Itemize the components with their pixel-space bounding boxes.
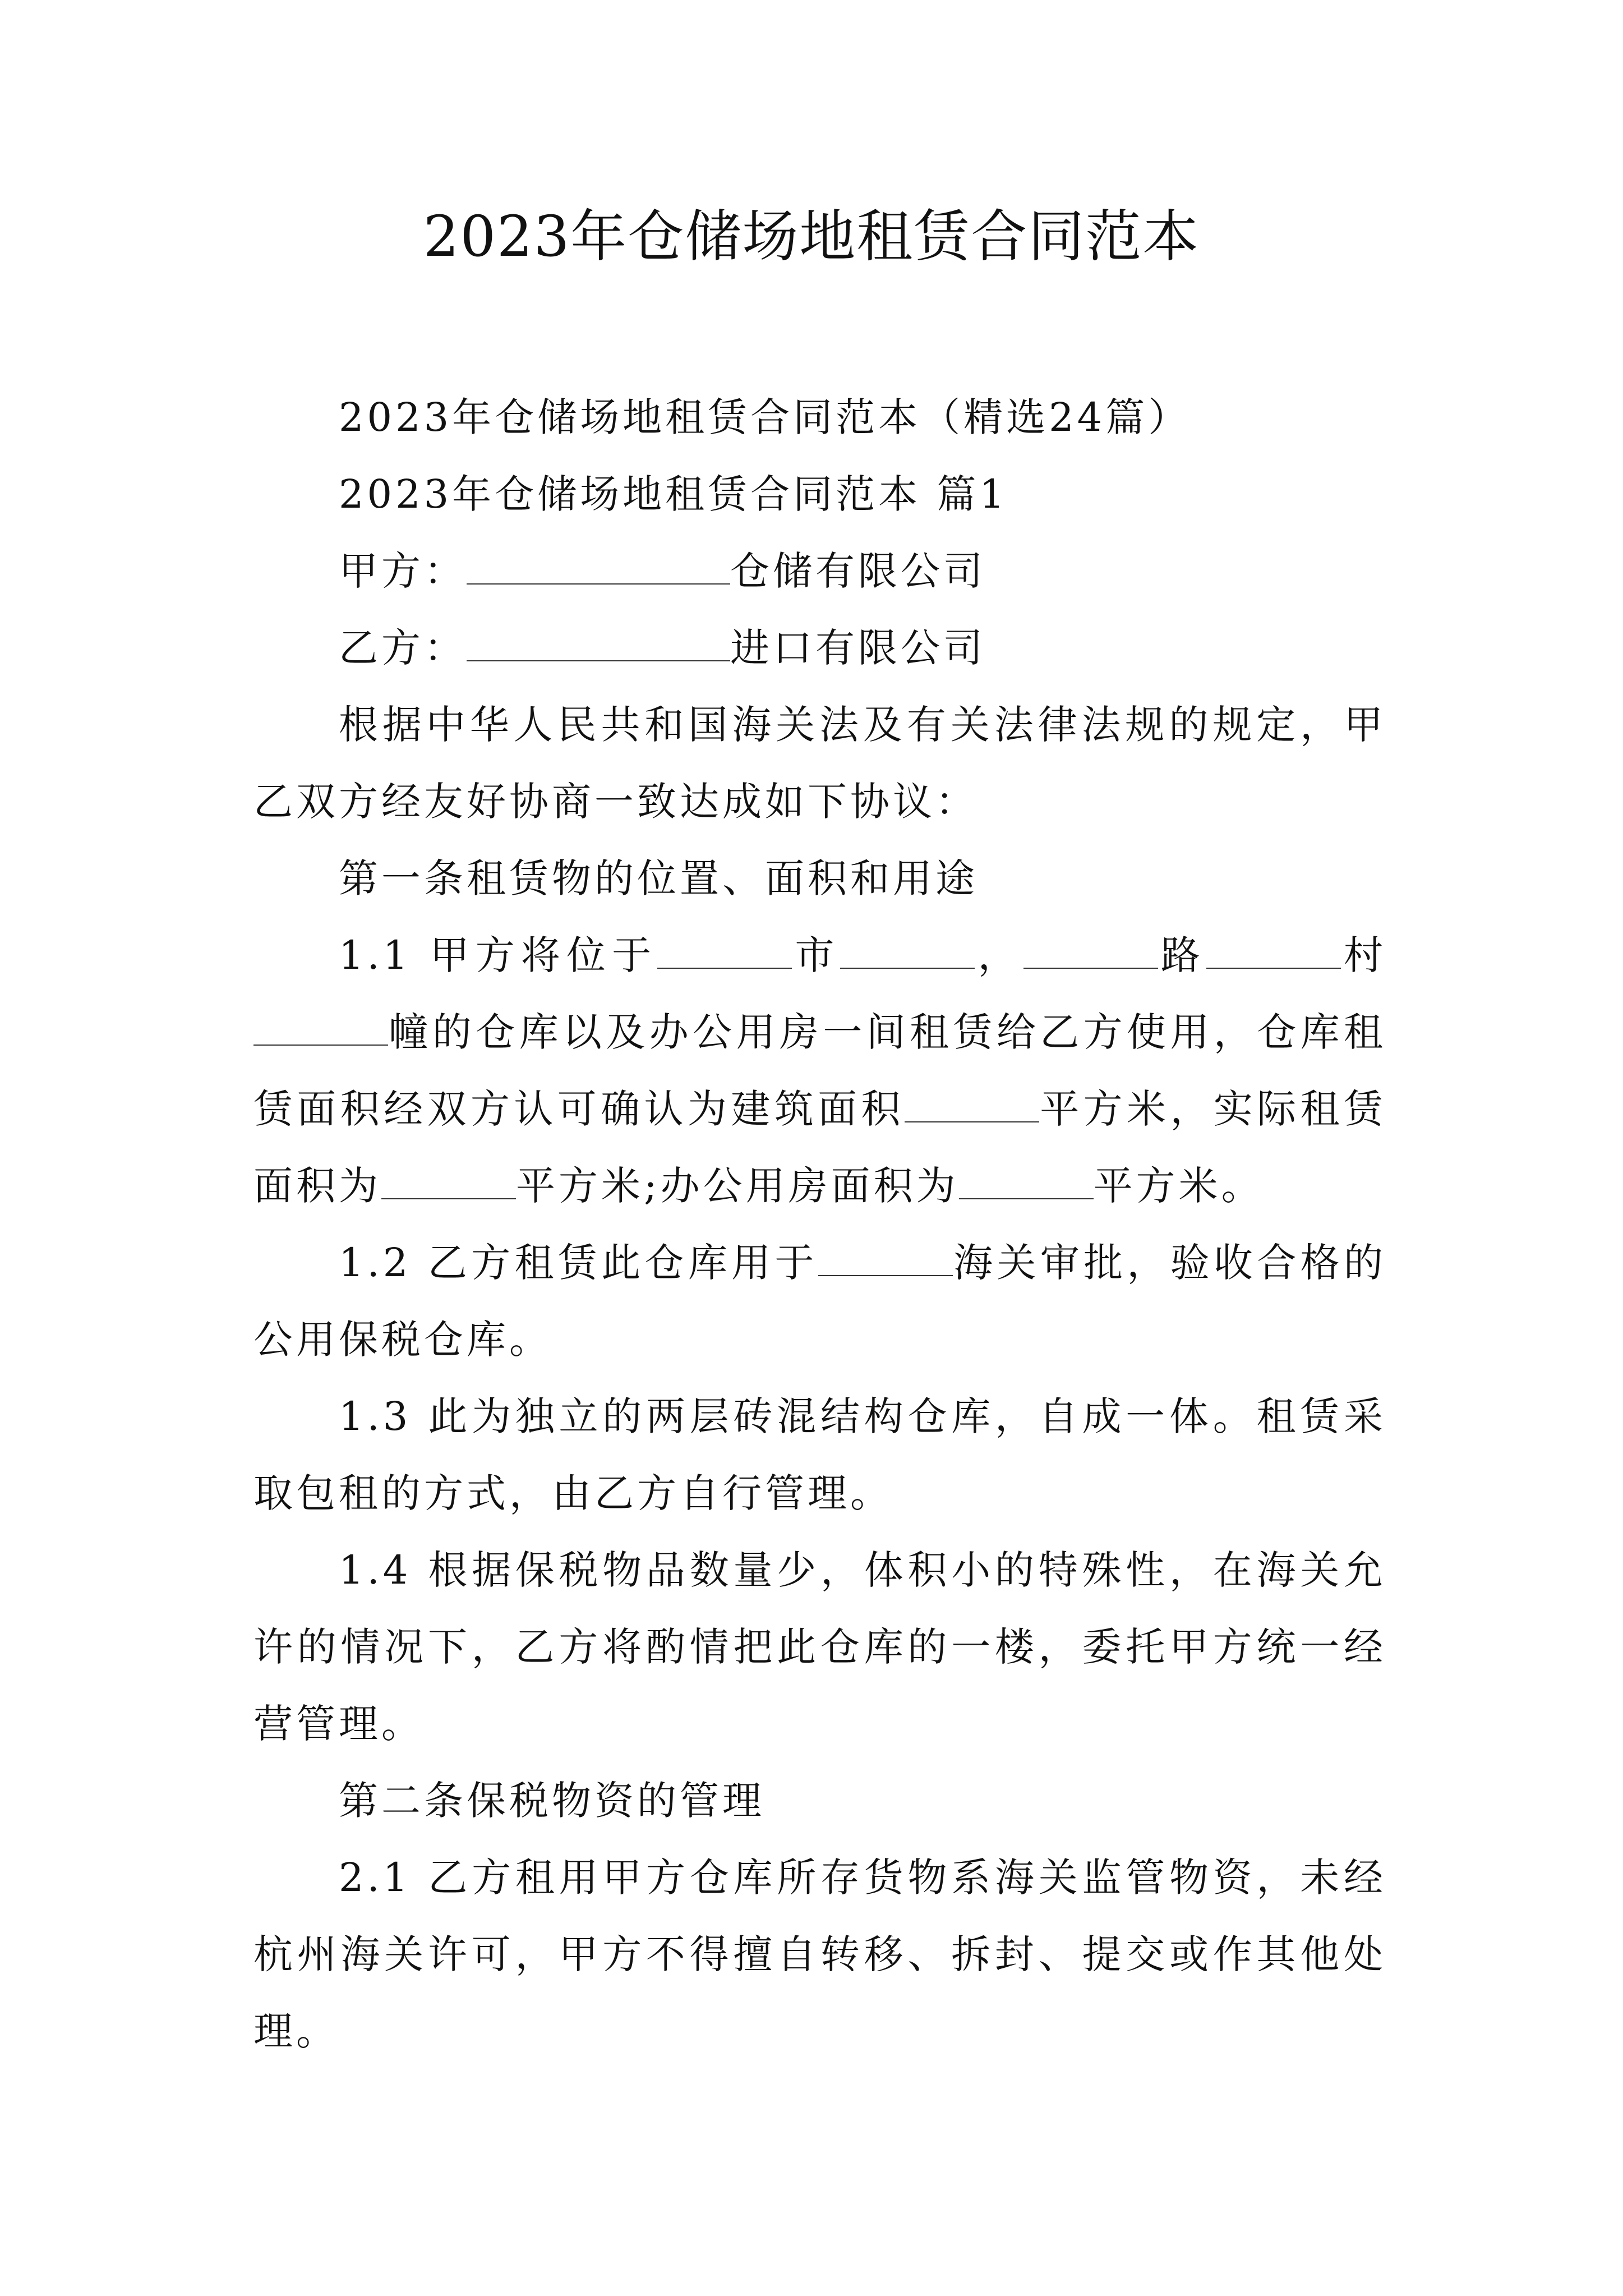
preamble-paragraph: 根据中华人民共和国海关法及有关法律法规的规定，甲乙双方经友好协商一致达成如下协议： xyxy=(253,702,1386,825)
chapter-heading: 2023年仓储场地租赁合同范本 篇1 xyxy=(339,471,1008,517)
article-1-heading: 第一条租赁物的位置、面积和用途 xyxy=(339,855,978,901)
party-b-company: 进口有限公司 xyxy=(730,625,986,671)
fill-blank xyxy=(657,931,792,969)
fill-blank xyxy=(959,1161,1094,1199)
fill-blank xyxy=(818,1238,953,1276)
clause-1-2 xyxy=(253,1225,1386,1378)
clause-1-1-text: 平方米;办公用房面积为 xyxy=(516,1163,959,1209)
fill-blank xyxy=(840,931,975,969)
clause-1-4: 1.4 根据保税物品数量少，体积小的特殊性，在海关允许的情况下，乙方将酌情把此仓库的一楼，委托甲方统一经营管理。 xyxy=(253,1547,1386,1747)
clause-1-1-text: 路 xyxy=(1158,932,1206,978)
clause-1-1-text: 幢的仓库以及办公用房一间租赁给乙方使用，仓库租赁面积经双方认可确认为建筑面积 xyxy=(253,1009,1386,1132)
fill-blank xyxy=(381,1161,516,1199)
fill-blank xyxy=(1206,931,1341,969)
clause-1-1-text: ， xyxy=(975,932,1023,978)
clause-1-1-text: 1.1 甲方将位于 xyxy=(339,932,658,978)
clause-1-3: 1.3 此为独立的两层砖混结构仓库，自成一体。租赁采取包租的方式，由乙方自行管理。 xyxy=(253,1393,1386,1516)
party-b-line xyxy=(253,610,1386,687)
fill-blank xyxy=(253,1007,388,1046)
clause-1-1-text: 平方米，实际租赁面积为 xyxy=(253,1086,1387,1209)
document-body xyxy=(253,379,1386,2070)
party-a-company: 仓储有限公司 xyxy=(730,548,986,594)
subtitle-paragraph: 2023年仓储场地租赁合同范本（精选24篇） xyxy=(339,394,1191,440)
party-a-blank xyxy=(467,546,730,585)
clause-1-1-text: 市 xyxy=(792,932,841,978)
clause-1-1-text: 村 xyxy=(1340,932,1386,978)
party-a-label: 甲方： xyxy=(339,548,467,594)
document-title: 2023年仓储场地租赁合同范本 xyxy=(423,204,1200,269)
clause-1-2-text: 1.2 乙方租赁此仓库用于 xyxy=(339,1240,818,1286)
party-b-label: 乙方： xyxy=(339,625,467,671)
article-2-heading: 第二条保税物资的管理 xyxy=(339,1778,765,1824)
party-a-line xyxy=(253,533,1386,610)
clause-1-2-text: 海关审批，验收合格的公用保税仓库。 xyxy=(253,1240,1387,1363)
fill-blank xyxy=(905,1084,1039,1122)
clause-1-1 xyxy=(253,917,1386,1225)
clause-1-1-text: 平方米。 xyxy=(1093,1163,1264,1209)
clause-2-1: 2.1 乙方租用甲方仓库所存货物系海关监管物资，未经杭州海关许可，甲方不得擅自转移、拆封、提交或作其他处理。 xyxy=(253,1855,1386,2054)
party-b-blank xyxy=(467,623,730,661)
fill-blank xyxy=(1023,931,1158,969)
